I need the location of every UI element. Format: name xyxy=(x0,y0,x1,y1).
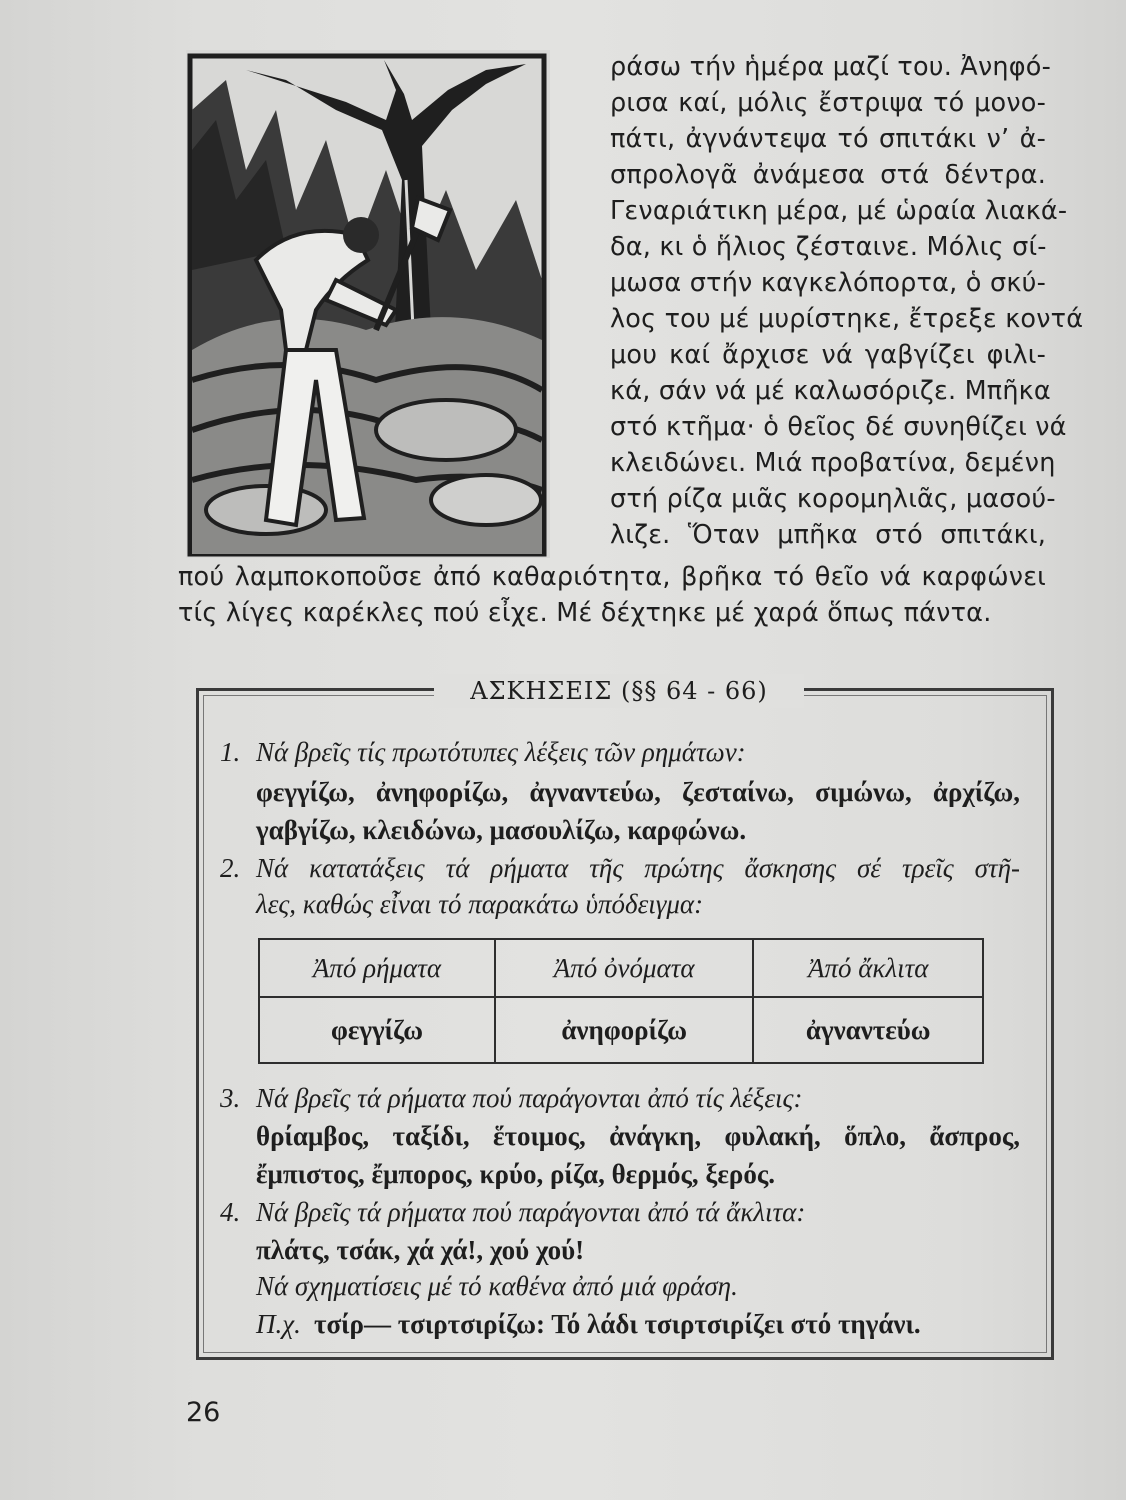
prose-line: στή ρίζα μιᾶς κορομηλιᾶς, μασού- xyxy=(610,484,1056,514)
table-header-row xyxy=(259,939,983,997)
prose-line: ράσω τήν ἡμέρα μαζί του. Ἀνηφό- xyxy=(610,52,1051,82)
exercise-words: ἔμπιστος, ἔμπορος, κρύο, ρίζα, θερμός, ξερός. xyxy=(256,1159,776,1189)
prose-line: Γεναριάτικη μέρα, μέ ὡραία λιακά- xyxy=(610,196,1068,226)
exercise-instruction: Νά σχηματίσεις μέ τό καθένα ἀπό μιά φράση. xyxy=(256,1271,738,1301)
prose-line: μου καί ἄρχισε νά γαβγίζει φιλι- xyxy=(610,340,1046,370)
exercise-number: 4. xyxy=(220,1197,241,1227)
exercise-words: γαβγίζω, κλειδώνω, μασουλίζω, καρφώνω. xyxy=(256,815,747,845)
exercise-words: φεγγίζω, ἀνηφορίζω, ἀγναντεύω, ζεσταίνω, σιμώνω, ἀρχίζω, xyxy=(256,777,1020,807)
prose-line: λος του μέ μυρίστηκε, ἔτρεξε κοντά xyxy=(610,304,1084,334)
table-cell: φεγγίζω xyxy=(259,997,495,1063)
prose-line: τίς λίγες καρέκλες πού εἶχε. Μέ δέχτηκε μέ χαρά ὅπως πάντα. xyxy=(178,598,992,628)
exercise-title: ΑΣΚΗΣΕΙΣ (§§ 64 - 66) xyxy=(434,674,804,708)
exercise-number: 3. xyxy=(220,1083,241,1113)
table-row xyxy=(259,997,983,1063)
woodchopper-icon xyxy=(186,50,550,558)
page-number: 26 xyxy=(186,1397,221,1428)
table-cell: ἀγναντεύω xyxy=(753,997,983,1063)
example-label: Π.χ. xyxy=(256,1309,301,1339)
prose-line: στό κτῆμα· ὁ θεῖος δέ συνηθίζει νά xyxy=(610,412,1067,442)
table-header: Ἀπό ἄκλιτα xyxy=(753,939,983,997)
prose-line: πάτι, ἀγνάντεψα τό σπιτάκι ν’ ἀ- xyxy=(610,124,1046,154)
prose-line: σπρολογᾶ ἀνάμεσα στά δέντρα. xyxy=(610,160,1046,190)
prose-line: ρισα καί, μόλις ἔστριψα τό μονο- xyxy=(610,88,1046,118)
table-cell: ἀνηφορίζω xyxy=(495,997,753,1063)
exercise-prompt: Νά κατατάξεις τά ρήματα τῆς πρώτης ἄσκησης σέ τρεῖς στῆ- xyxy=(256,853,1020,883)
prose-line: πού λαμποκοποῦσε ἀπό καθαριότητα, βρῆκα τό θεῖο νά καρφώνει xyxy=(178,562,1046,592)
table-header: Ἀπό ὀνόματα xyxy=(495,939,753,997)
exercise-number: 2. xyxy=(220,853,241,883)
prose-line: μωσα στήν καγκελόπορτα, ὁ σκύ- xyxy=(610,268,1046,298)
prose-line: λιζε. Ὅταν μπῆκα στό σπιτάκι, xyxy=(610,520,1046,550)
exercise-prompt: Νά βρεῖς τά ρήματα πού παράγονται ἀπό τά ἄκλιτα: xyxy=(256,1197,806,1227)
example-table xyxy=(258,938,984,1064)
exercise-prompt: Νά βρεῖς τά ρήματα πού παράγονται ἀπό τίς λέξεις: xyxy=(256,1083,803,1113)
exercise-prompt: Νά βρεῖς τίς πρωτότυπες λέξεις τῶν ρημάτων: xyxy=(256,737,746,767)
exercise-prompt: λες, καθώς εἶναι τό παρακάτω ὑπόδειγμα: xyxy=(256,889,704,919)
prose-line: κλειδώνει. Μιά προβατίνα, δεμένη xyxy=(610,448,1056,478)
exercise-words: πλάτς, τσάκ, χά χά!, χού χού! xyxy=(256,1235,585,1265)
prose-line: δα, κι ὁ ἥλιος ζέσταινε. Μόλις σί- xyxy=(610,232,1047,262)
exercise-number: 1. xyxy=(220,737,241,767)
example-text: τσίρ— τσιρτσιρίζω: Τό λάδι τσιρτσιρίζει στό τηγάνι. xyxy=(314,1309,921,1339)
table-header: Ἀπό ρήματα xyxy=(259,939,495,997)
prose-line: κά, σάν νά μέ καλωσόριζε. Μπῆκα xyxy=(610,376,1051,406)
woodcut-illustration xyxy=(186,50,550,558)
exercise-words: θρίαμβος, ταξίδι, ἕτοιμος, ἀνάγκη, φυλακή, ὅπλο, ἄσπρος, xyxy=(256,1121,1020,1151)
